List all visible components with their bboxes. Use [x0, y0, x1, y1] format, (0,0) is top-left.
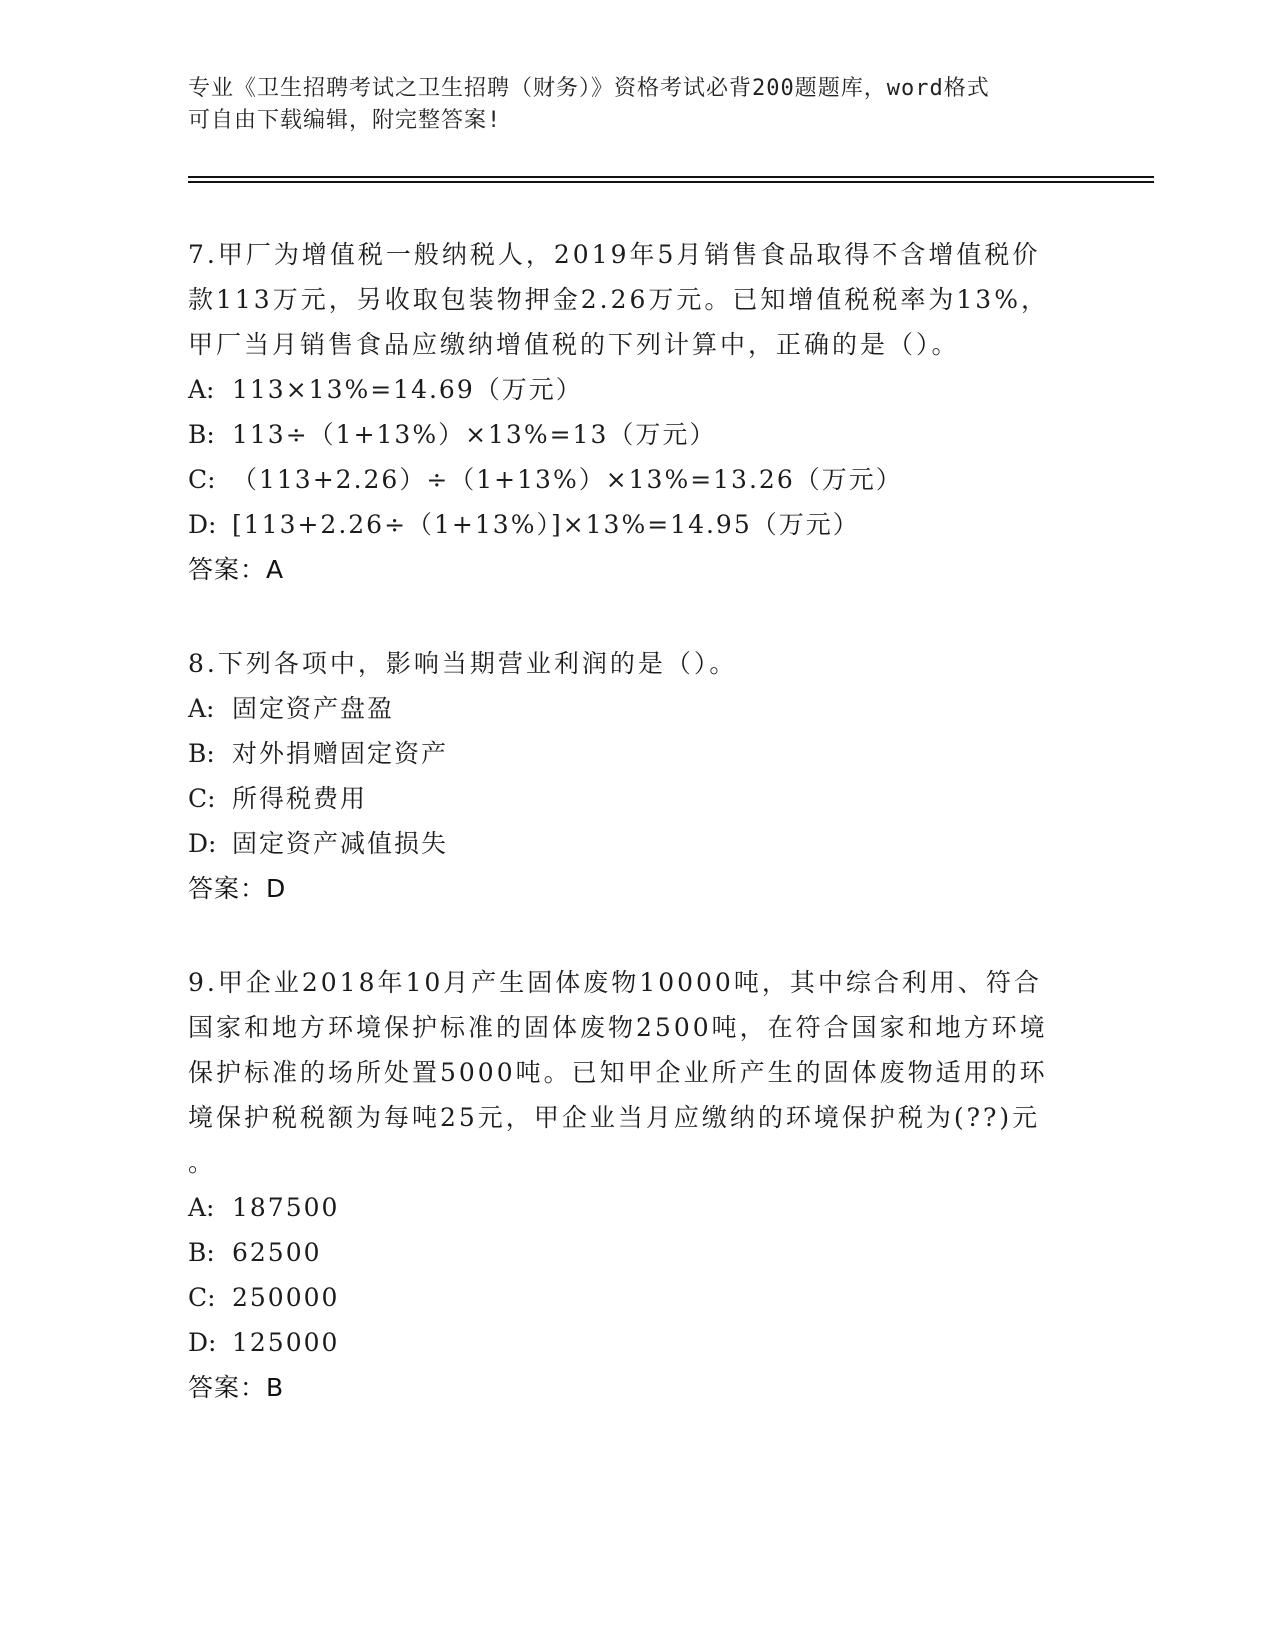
- option-a: [188, 367, 1088, 412]
- question-stem-line: 7.甲厂为增值税一般纳税人，2019年5月销售食品取得不含增值税价: [188, 240, 1041, 269]
- question-stem: [188, 232, 1088, 367]
- option-b: [188, 1230, 1088, 1275]
- option-key: B:: [188, 420, 215, 449]
- document-header: [188, 73, 1068, 137]
- option-key: D:: [188, 829, 217, 858]
- option-c: [188, 776, 1088, 821]
- answer-line: 答案：D: [188, 874, 287, 903]
- option-a: [188, 686, 1088, 731]
- question-9: [188, 960, 1088, 1410]
- option-text: 固定资产盘盈: [232, 694, 395, 723]
- option-key: C:: [188, 465, 216, 494]
- question-stem: [188, 960, 1088, 1185]
- question-stem: [188, 641, 1088, 686]
- option-text: 62500: [232, 1238, 322, 1267]
- option-key: A:: [188, 694, 215, 723]
- option-text: 113×13%=14.69（万元）: [232, 375, 583, 404]
- option-key: B:: [188, 739, 215, 768]
- question-stem-line: 保护标准的场所处置5000吨。已知甲企业所产生的固体废物适用的环: [188, 1058, 1048, 1087]
- option-d: [188, 1320, 1088, 1365]
- question-stem-line: 款113万元，另收取包装物押金2.26万元。已知增值税税率为13%，: [188, 285, 1049, 314]
- option-key: A:: [188, 375, 215, 404]
- option-key: C:: [188, 784, 216, 813]
- option-key: D:: [188, 1328, 217, 1357]
- option-a: [188, 1185, 1088, 1230]
- option-text: 125000: [232, 1328, 340, 1357]
- option-text: 固定资产减值损失: [232, 829, 449, 858]
- option-text: 250000: [232, 1283, 340, 1312]
- option-text: [113+2.26÷（1+13%）]×13%=14.95（万元）: [232, 510, 860, 539]
- option-b: [188, 731, 1088, 776]
- option-d: [188, 821, 1088, 866]
- question-8: [188, 641, 1088, 911]
- option-d: [188, 502, 1088, 547]
- header-divider-bottom: [188, 181, 1154, 183]
- answer-line: 答案：B: [188, 1373, 285, 1402]
- option-key: D:: [188, 510, 217, 539]
- option-text: 187500: [232, 1193, 340, 1222]
- option-text: （113+2.26）÷（1+13%）×13%=13.26（万元）: [232, 465, 903, 494]
- option-key: A:: [188, 1193, 215, 1222]
- option-b: [188, 412, 1088, 457]
- question-stem-line: 国家和地方环境保护标准的固体废物2500吨，在符合国家和地方环境: [188, 1013, 1048, 1042]
- option-text: 113÷（1+13%）×13%=13（万元）: [232, 420, 717, 449]
- option-key: C:: [188, 1283, 216, 1312]
- header-title-line-1: 专业《卫生招聘考试之卫生招聘（财务）》资格考试必背200题题库，word格式: [188, 76, 990, 101]
- header-title-line-2: 可自由下载编辑，附完整答案!: [188, 108, 502, 133]
- question-stem-line: 9.甲企业2018年10月产生固体废物10000吨，其中综合利用、符合: [188, 968, 1042, 997]
- answer-line: 答案：A: [188, 555, 285, 584]
- question-stem-line: 。: [188, 1148, 217, 1177]
- option-c: [188, 457, 1088, 502]
- option-key: B:: [188, 1238, 215, 1267]
- header-divider-top: [188, 176, 1154, 178]
- question-stem-line: 8.下列各项中，影响当期营业利润的是（）。: [188, 649, 738, 678]
- option-text: 对外捐赠固定资产: [232, 739, 449, 768]
- option-text: 所得税费用: [232, 784, 368, 813]
- question-7: [188, 232, 1088, 592]
- question-stem-line: 甲厂当月销售食品应缴纳增值税的下列计算中，正确的是（）。: [188, 330, 960, 359]
- option-c: [188, 1275, 1088, 1320]
- question-stem-line: 境保护税税额为每吨25元，甲企业当月应缴纳的环境保护税为(??)元: [188, 1103, 1041, 1132]
